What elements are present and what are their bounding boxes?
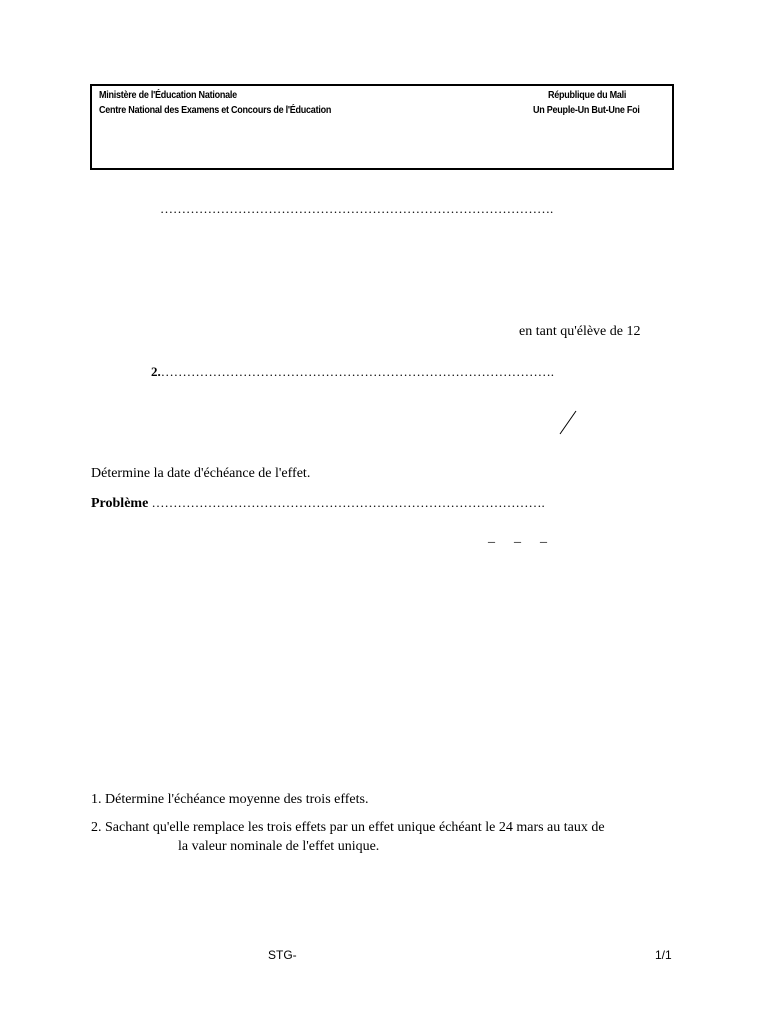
dash-3: _ xyxy=(540,530,547,545)
section2-dots: ………………………………………………………………………………. xyxy=(160,364,554,379)
section2-title xyxy=(151,364,554,380)
country-motto: Un Peuple-Un But-Une Foi xyxy=(533,104,640,116)
slash-mark xyxy=(558,410,578,436)
question-2-line1: 2. Sachant qu'elle remplace les trois effets par un effet unique échéant le 24 mars au taux de xyxy=(91,820,605,835)
question-due-date: Détermine la date d'échéance de l'effet. xyxy=(91,466,311,481)
footer-code: STG- xyxy=(268,948,297,962)
dash-2: _ xyxy=(514,530,521,545)
question-2-line2: la valeur nominale de l'effet unique. xyxy=(178,839,380,854)
country-name: République du Mali xyxy=(548,89,627,101)
centre-name: Centre National des Examens et Concours de l'Éducation xyxy=(99,104,332,116)
section2-number: 2. xyxy=(151,364,161,379)
probleme-label: Problème xyxy=(91,496,149,511)
probleme-title xyxy=(91,495,545,512)
ministry-name: Ministère de l'Éducation Nationale xyxy=(99,89,237,101)
dash-1: _ xyxy=(488,530,495,545)
header-box xyxy=(90,84,674,170)
question-1: 1. Détermine l'échéance moyenne des trois effets. xyxy=(91,792,369,807)
page-number: 1/1 xyxy=(655,948,672,962)
context-line: en tant qu'élève de 12 xyxy=(519,324,641,339)
probleme-dots: ………………………………………………………………………………. xyxy=(151,495,545,510)
section1-title-dots: ………………………………………………………………………………. xyxy=(160,201,554,216)
